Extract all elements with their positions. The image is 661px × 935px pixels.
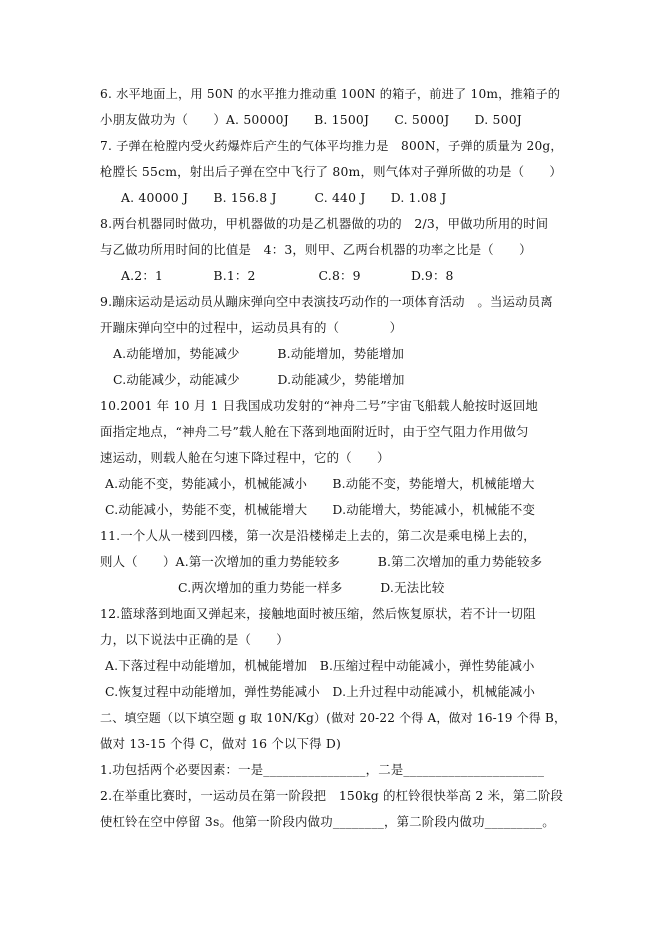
text-line: 7. 子弹在枪膛内受火药爆炸后产生的气体平均推力是 800N，子弹的质量为 20g， <box>100 139 563 153</box>
text-line: 使杠铃在空中停留 3s。他第一阶段内做功________，第二阶段内做功_________。 <box>100 814 555 829</box>
text-line: A.动能增加，势能减少 B.动能增加，势能增加 <box>113 346 405 361</box>
text-line: 速运动，则载人舱在匀速下降过程中，它的（ ） <box>100 450 390 465</box>
text-line: 与乙做功所用时间的比值是 4：3，则甲、乙两台机器的功率之比是（ ） <box>100 242 532 257</box>
text-line: C.两次增加的重力势能一样多 D.无法比较 <box>178 580 445 595</box>
text-line: A.下落过程中动能增加，机械能增加 B.压缩过程中动能减小，弹性势能减小 <box>105 658 535 673</box>
text-line: C.动能减少，动能减少 D.动能减少，势能增加 <box>113 372 405 387</box>
text-line: 力，以下说法中正确的是（ ） <box>100 632 289 647</box>
text-line: A.动能不变，势能减小，机械能减小 B.动能不变，势能增大，机械能增大 <box>105 476 535 491</box>
text-line: 做对 13-15 个得 C，做对 16 个以下得 D) <box>100 736 342 751</box>
text-line: 开蹦床弹向空中的过程中，运动员具有的（ ） <box>100 320 403 335</box>
text-line: 则人（ ）A.第一次增加的重力势能较多 B.第二次增加的重力势能较多 <box>100 554 543 569</box>
text-line: 6. 水平地面上，用 50N 的水平推力推动重 100N 的箱子，前进了 10m，推箱子的 <box>100 87 561 101</box>
text-line: 9.蹦床运动是运动员从蹦床弹向空中表演技巧动作的一项体育活动 。当运动员离 <box>100 294 553 309</box>
text-line: C.恢复过程中动能增加，弹性势能减小 D.上升过程中动能减小，机械能减小 <box>105 684 536 699</box>
text-line: C.动能减小，势能不变，机械能增大 D.动能增大，势能减小，机械能不变 <box>105 502 536 517</box>
text-line: 10.2001 年 10 月 1 日我国成功发射的“神舟二号”宇宙飞船载人舱按时返回地 <box>100 398 539 413</box>
text-line: 8.两台机器同时做功，甲机器做的功是乙机器做的功的 2/3，甲做功所用的时间 <box>100 216 549 231</box>
text-line: 枪膛长 55cm，射出后子弹在空中飞行了 80m，则气体对子弹所做的功是（ ） <box>100 164 562 179</box>
text-line: 小朋友做功为（ ）A. 50000J B. 1500J C. 5000J D. 500J <box>100 112 522 127</box>
text-line: 12.篮球落到地面又弹起来，接触地面时被压缩，然后恢复原状，若不计一切阻 <box>100 606 536 621</box>
text-line: A.2：1 B.1：2 C.8：9 D.9：8 <box>121 268 454 283</box>
text-line: 11.一个人从一楼到四楼，第一次是沿楼梯走上去的，第二次是乘电梯上去的， <box>100 528 536 543</box>
text-line: 2.在举重比赛时，一运动员在第一阶段把 150kg 的杠铃很快举高 2 米，第二阶段 <box>100 788 564 803</box>
text-line: 1.功包括两个必要因素：一是________________，二是______________________ <box>100 762 545 777</box>
text-line: 二、填空题（以下填空题 g 取 10N/Kg）(做对 20-22 个得 A，做对 16-19 个得 B， <box>100 711 567 725</box>
text-line: 面指定地点，“神舟二号”载人舱在下落到地面附近时，由于空气阻力作用做匀 <box>100 424 529 439</box>
text-line: A. 40000 J B. 156.8 J C. 440 J D. 1.08 J <box>121 190 447 205</box>
